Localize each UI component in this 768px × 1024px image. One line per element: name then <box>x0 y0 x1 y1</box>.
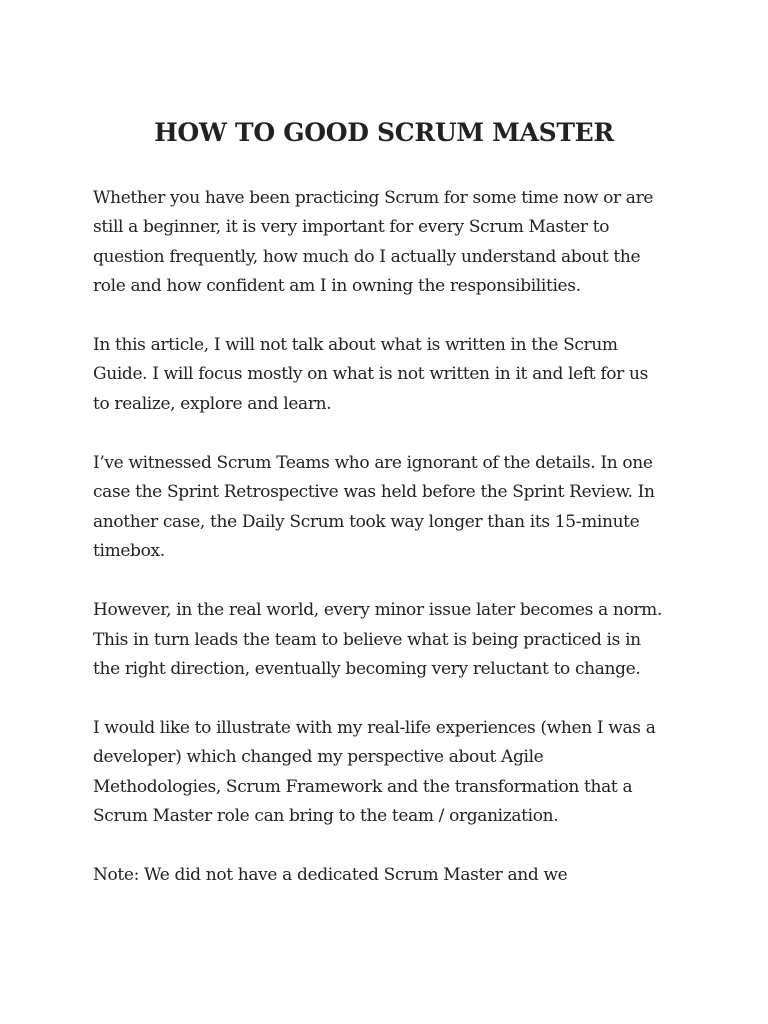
paragraph-line: I would like to illustrate with my real-life experiences (when I was a <box>93 718 656 739</box>
paragraph-line: case the Sprint Retrospective was held before the Sprint Review. In <box>93 482 655 503</box>
paragraph-6 <box>93 861 673 890</box>
document-body <box>93 184 673 921</box>
paragraph-line: question frequently, how much do I actually understand about the <box>93 246 641 267</box>
paragraph-line: I’ve witnessed Scrum Teams who are ignorant of the details. In one <box>93 453 653 474</box>
paragraph-5 <box>93 714 673 831</box>
paragraph-3 <box>93 449 673 566</box>
paragraph-line: still a beginner, it is very important for every Scrum Master to <box>93 217 610 238</box>
paragraph-4 <box>93 596 673 684</box>
document-title: HOW TO GOOD SCRUM MASTER <box>154 118 614 147</box>
paragraph-1 <box>93 184 673 301</box>
paragraph-line: This in turn leads the team to believe what is being practiced is in <box>93 629 641 650</box>
paragraph-line: to realize, explore and learn. <box>93 393 332 414</box>
paragraph-line: developer) which changed my perspective about Agile <box>93 747 544 768</box>
paragraph-line: Whether you have been practicing Scrum for some time now or are <box>93 188 654 208</box>
paragraph-line: another case, the Daily Scrum took way longer than its 15-minute <box>93 511 640 532</box>
paragraph-line: the right direction, eventually becoming very reluctant to change. <box>93 658 641 679</box>
paragraph-line: Methodologies, Scrum Framework and the transformation that a <box>93 776 633 797</box>
paragraph-2 <box>93 331 673 419</box>
paragraph-line: timebox. <box>93 540 165 561</box>
paragraph-line: Note: We did not have a dedicated Scrum Master and we <box>93 865 568 886</box>
paragraph-line: Guide. I will focus mostly on what is not written in it and left for us <box>93 364 648 385</box>
paragraph-line: However, in the real world, every minor issue later becomes a norm. <box>93 600 662 621</box>
paragraph-line: Scrum Master role can bring to the team / organization. <box>93 806 559 827</box>
paragraph-line: In this article, I will not talk about what is written in the Scrum <box>93 335 618 356</box>
paragraph-line: role and how confident am I in owning the responsibilities. <box>93 275 581 296</box>
